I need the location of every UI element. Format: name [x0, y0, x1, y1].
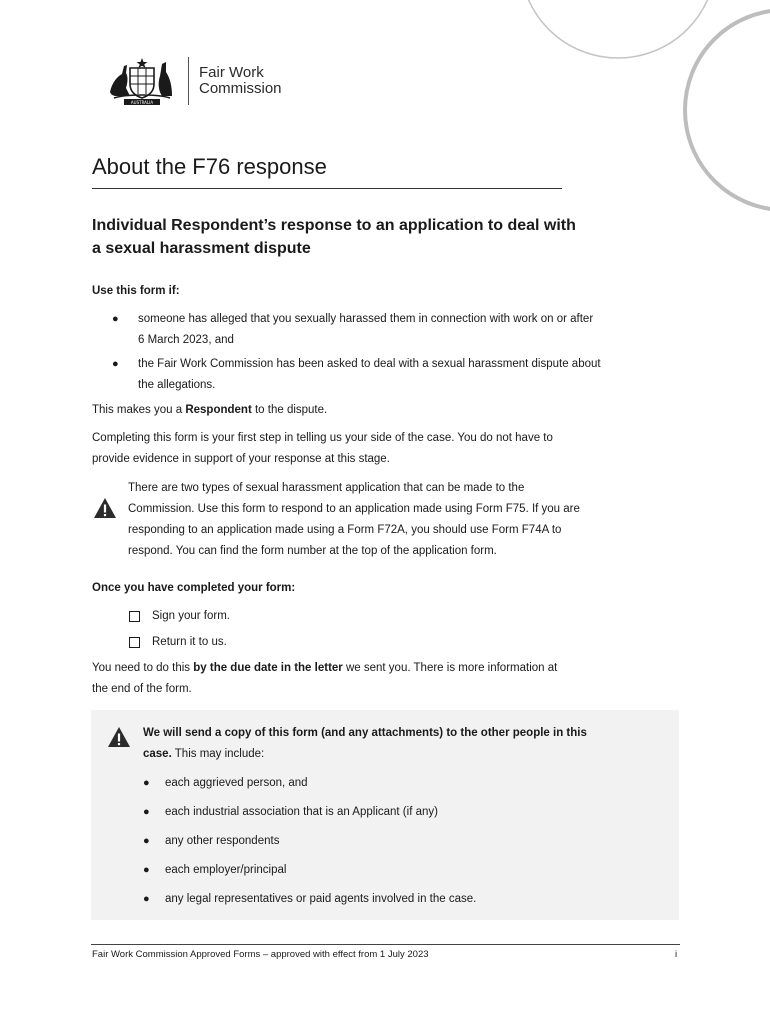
page-title: About the F76 response	[92, 154, 327, 179]
svg-text:AUSTRALIA: AUSTRALIA	[130, 100, 154, 105]
notice-bullet-4: ● each employer/principal	[143, 864, 287, 876]
footer-rule	[91, 944, 680, 945]
org-name	[199, 65, 282, 97]
logo-divider	[188, 57, 189, 105]
footer-text: Fair Work Commission Approved Forms – approved with effect from 1 July 2023	[92, 949, 429, 960]
bullet-dot: ●	[112, 313, 119, 325]
subtitle-line2: a sexual harassment dispute	[92, 240, 311, 257]
notice-bullet-3: ● any other respondents	[143, 835, 280, 847]
notice-bullet-1: ● each aggrieved person, and	[143, 777, 308, 789]
page-number: i	[675, 949, 678, 960]
subtitle-line1: Individual Respondent’s response to an application to deal with	[92, 217, 576, 234]
use-form-bullet-2	[112, 354, 662, 396]
warning-icon	[107, 726, 131, 748]
notice-bullet-5: ● any legal representatives or paid agents involved in the case.	[143, 893, 477, 905]
form-subtitle	[92, 214, 662, 260]
notice-intro: We will send a copy of this form (and any attachments) to the other people in this case. This may include:	[143, 727, 587, 760]
warning-icon	[93, 497, 117, 519]
org-name-line2: Commission	[199, 80, 282, 97]
fwc-logo	[106, 56, 282, 106]
checkbox-icon	[129, 637, 140, 648]
bullet-text: someone has alleged that you sexually harassed them in connection with work on or after 6 March 2023, and	[138, 313, 594, 346]
form-type-warning-note: There are two types of sexual harassment application that can be made to the Commission. Use this form to respond to an application made using Form F75. If you are responding to an application made using a Form F72A, you should use Form F74A to respond. You can find the form number at the top of the application form.	[128, 482, 580, 557]
title-underline	[92, 188, 562, 189]
due-date-text: You need to do this by the due date in the letter we sent you. There is more information at the end of the form.	[92, 662, 558, 695]
bullet-text: the Fair Work Commission has been asked to deal with a sexual harassment dispute about the allegations.	[138, 358, 601, 391]
respondent-statement: This makes you a Respondent to the dispute.	[92, 404, 328, 416]
first-step-text: Completing this form is your first step in telling us your side of the case. You do not have to provide evidence in support of your response at this stage.	[92, 432, 553, 465]
use-form-heading: Use this form if:	[92, 285, 180, 297]
checkbox-icon	[129, 611, 140, 622]
org-name-line1: Fair Work	[199, 64, 264, 81]
bullet-dot: ●	[112, 358, 119, 370]
use-form-bullet-1	[112, 309, 662, 351]
coat-of-arms-icon	[106, 56, 178, 106]
notice-bullet-2: ● each industrial association that is an Applicant (if any)	[143, 806, 438, 818]
checklist-item-sign: Sign your form.	[129, 606, 230, 627]
completed-heading: Once you have completed your form:	[92, 582, 296, 594]
checklist-item-return: Return it to us.	[129, 632, 227, 653]
